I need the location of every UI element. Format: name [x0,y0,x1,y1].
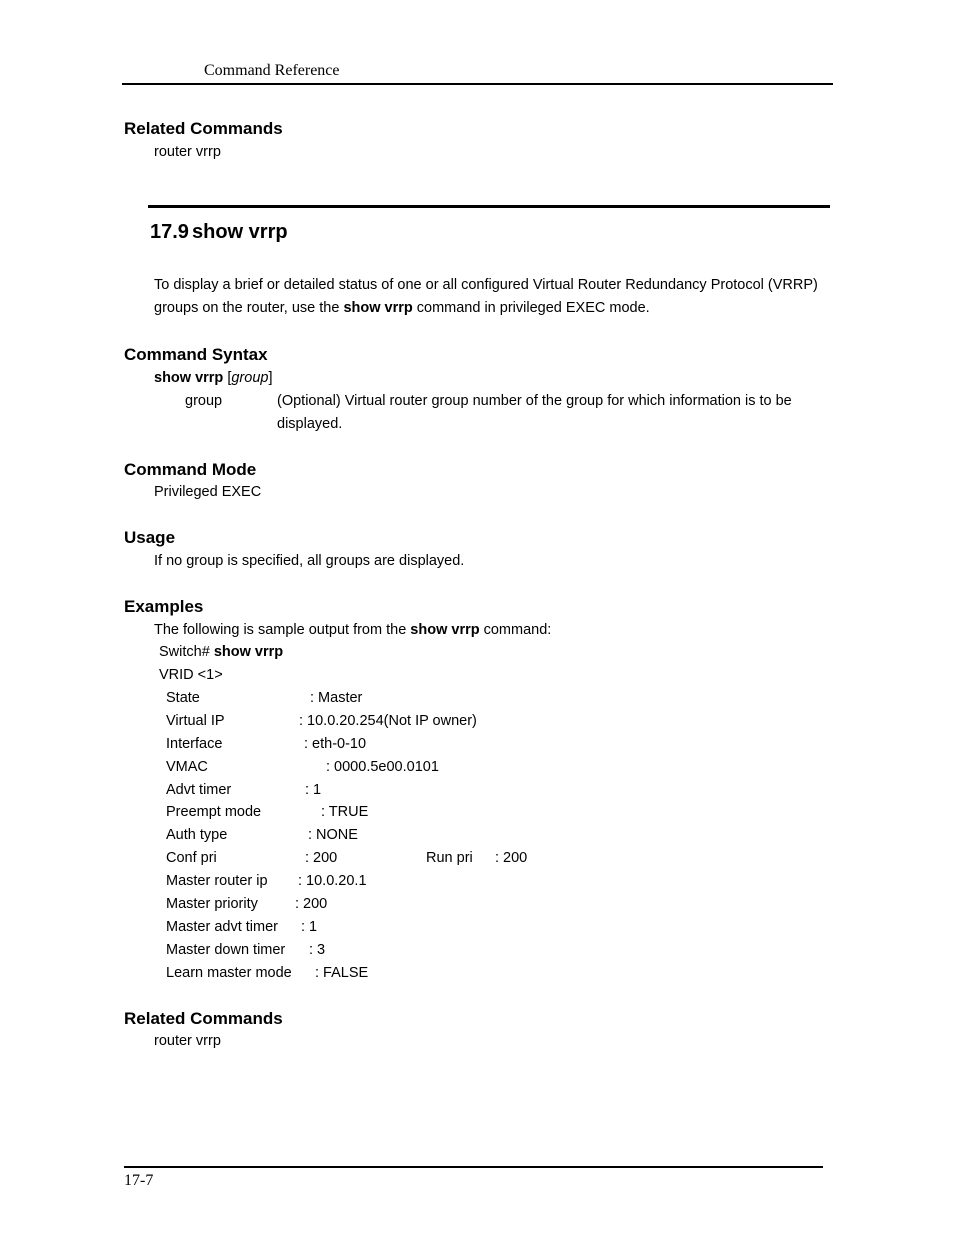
output-value: : 10.0.20.254(Not IP owner) [299,713,477,729]
page-number: 17-7 [124,1172,154,1189]
syntax-line: show vrrp [group] [154,370,273,386]
usage-text: If no group is specified, all groups are displayed. [154,553,465,569]
footer-rule [124,1166,823,1168]
related-command-link: router vrrp [154,144,221,160]
output-label: Master router ip [166,873,268,889]
examples-heading: Examples [124,597,204,616]
output-value: : NONE [308,827,358,843]
section-number: 17.9 [150,221,189,243]
output-label: Virtual IP [166,713,225,729]
related-commands-heading: Related Commands [124,119,283,138]
param-name: group [185,393,223,409]
related-commands-heading: Related Commands [124,1009,283,1028]
output-label: Master priority [166,896,258,912]
syntax-param: group [231,370,269,386]
intro-line-1: To display a brief or detailed status of one or all configured Virtual Router Redundancy Protocol (VRRP) [154,277,818,293]
output-value: : 10.0.20.1 [298,873,367,889]
output-label: State [166,690,200,706]
related-command-link: router vrrp [154,1033,221,1049]
output-value: : 200 [295,896,328,912]
example-prompt: Switch# show vrrp [159,644,284,660]
usage-heading: Usage [124,528,176,547]
syntax-command: show vrrp [154,370,224,386]
examples-intro: The following is sample output from the show vrrp command: [154,622,552,638]
output-value: : eth-0-10 [304,736,367,752]
output-value: : Master [310,690,363,706]
command-mode-text: Privileged EXEC [154,484,262,500]
section-title [150,221,288,244]
output-label: Conf pri [166,850,217,866]
command-name: show vrrp [343,300,413,316]
output-label: Interface [166,736,223,752]
command-syntax-heading: Command Syntax [124,345,268,364]
output-value: : 200 [305,850,338,866]
intro-line-2: groups on the router, use the show vrrp command in privileged EXEC mode. [154,300,650,316]
output-label: Auth type [166,827,228,843]
param-description-1: (Optional) Virtual router group number of the group for which information is to be [277,393,792,409]
output-value: : TRUE [321,804,369,820]
intro-paragraph [154,274,834,320]
param-description-2: displayed. [277,416,343,432]
section-name: show vrrp [192,221,288,243]
example-vrid: VRID <1> [159,667,223,683]
output-label: VMAC [166,759,208,775]
output-label: Preempt mode [166,804,262,820]
output-value: : 1 [305,782,322,798]
running-header: Command Reference [204,62,340,79]
output-value: : 200 [495,850,528,866]
output-label: Advt timer [166,782,232,798]
header-rule [122,83,833,85]
output-label: Learn master mode [166,965,292,981]
output-label: Master down timer [166,942,286,958]
output-value: : 0000.5e00.0101 [326,759,439,775]
command-mode-heading: Command Mode [124,460,257,479]
output-value: : 3 [309,942,326,958]
section-rule [148,205,830,208]
output-label: Master advt timer [166,919,278,935]
output-label: Run pri [426,850,473,866]
output-value: : 1 [301,919,318,935]
output-value: : FALSE [315,965,369,981]
